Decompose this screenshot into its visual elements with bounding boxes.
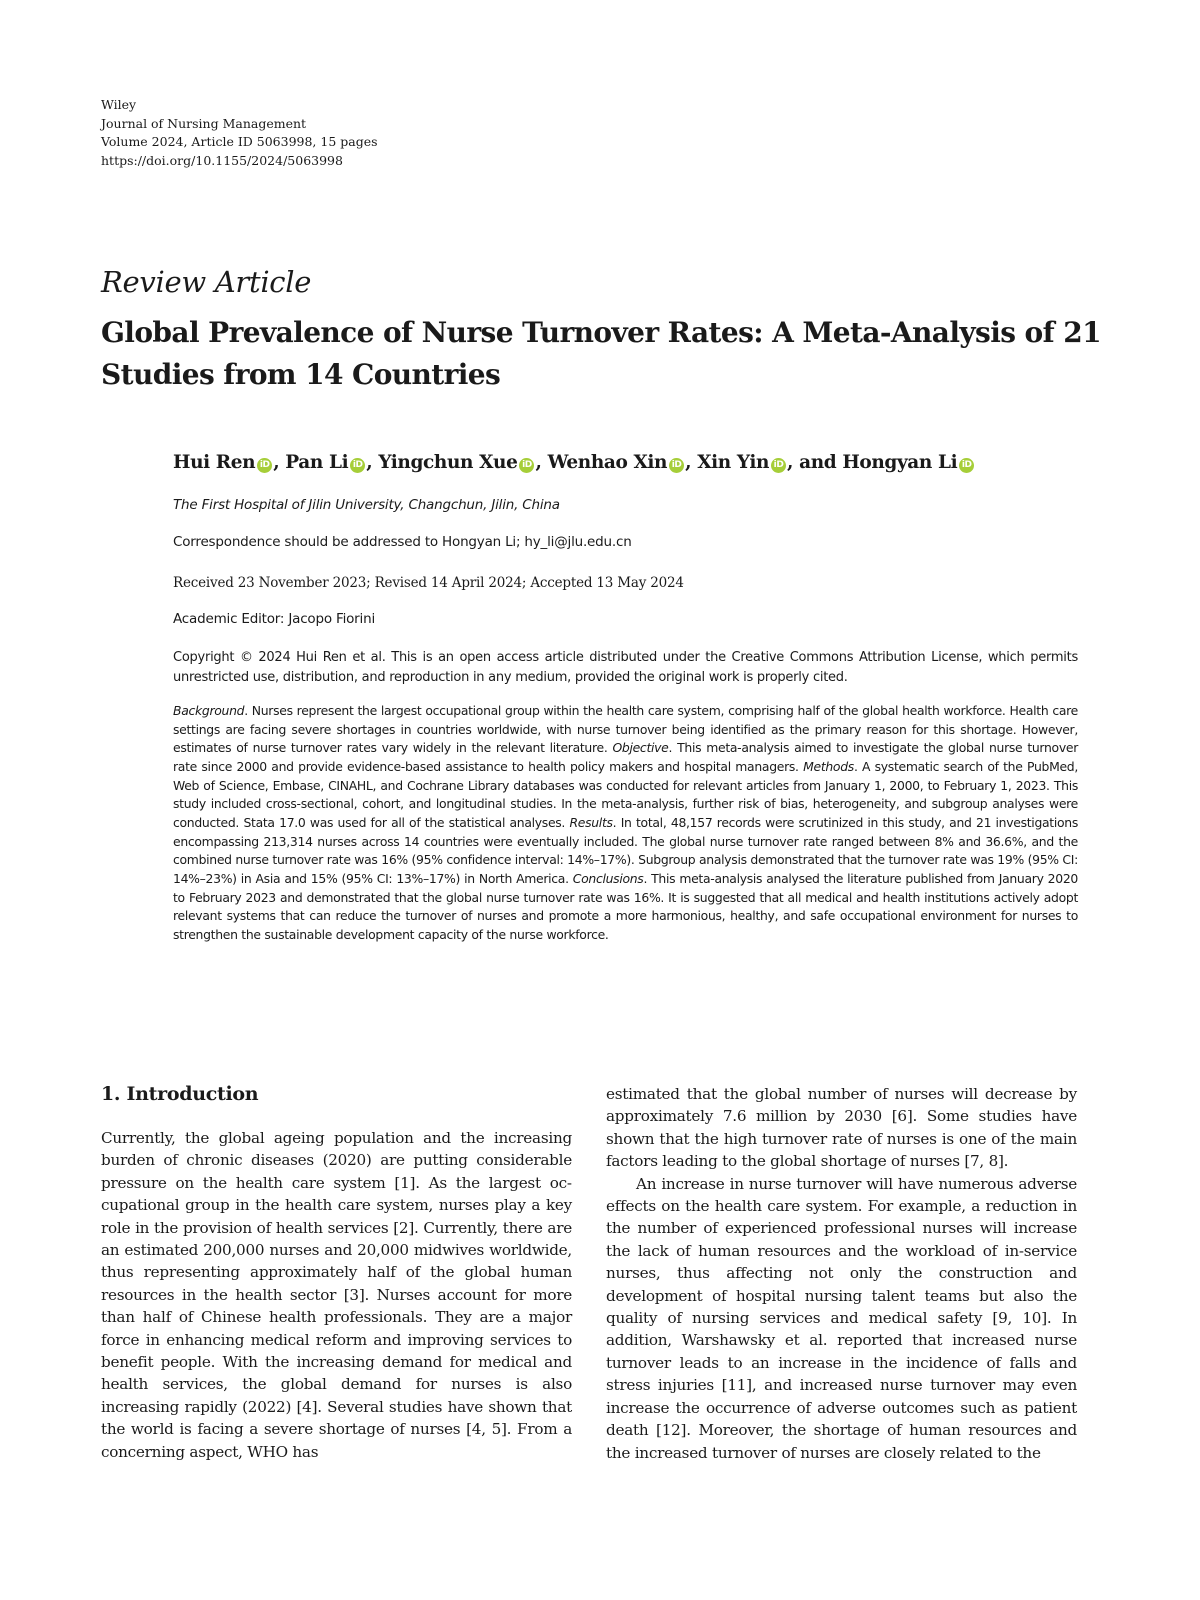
author-name[interactable]: Wenhao Xin bbox=[547, 452, 668, 473]
author-separator: , bbox=[273, 452, 286, 473]
abstract-background: . Nurses represent the largest occupational group within the health care system, comprising half of the global health workforce. Health care settings are facing severe shortages in countries worldwide, with nurse turnover being identified as the primary reason for this shortage. However, estimates of nurse turnover rates vary widely in the relevant literature. bbox=[173, 703, 1078, 756]
author-name[interactable]: Hui Ren bbox=[173, 452, 256, 473]
author-list bbox=[173, 452, 975, 473]
article-type: Review Article bbox=[101, 265, 312, 299]
author-name[interactable]: Xin Yin bbox=[697, 452, 770, 473]
journal-header bbox=[101, 96, 378, 170]
abstract-conclusions: . This meta-analysis analysed the literature published from January 2020 to February 2023 and demonstrated that the global nurse turnover rate was 16%. It is suggested that all medical and health institutions actively adopt relevant systems that can reduce the turnover of nurses and promote a more harmonious, healthy, and safe occupational environment for nurses to strengthen the sustainable development capacity of the nurse workforce. bbox=[173, 870, 1078, 942]
body-paragraph: Currently, the global ageing population and the increasing burden of chronic diseases (2020) are putting considerable pressure on the health care system [1]. As the largest occupational group in the health care system, nurses play a key role in the provision of health services [2]. Currently, there are an estimated 200,000 nurses and 20,000 midwives worldwide, thus representing approximately half of the global human resources in the health sector [3]. Nurses account for more than half of Chinese health professionals. They are a major force in enhancing medical reform and improving services to benefit people. With the increasing demand for medical and health services, the global demand for nurses is also increasing rapidly (2022) [4]. Several studies have shown that the world is facing a severe shortage of nurses [4, 5]. From a concerning aspect, WHO has bbox=[101, 1129, 572, 1461]
author-separator: , bbox=[535, 452, 548, 473]
academic-editor: Academic Editor: Jacopo Fiorini bbox=[173, 611, 375, 627]
abstract-background-label: Background bbox=[173, 703, 245, 718]
doi-link[interactable]: https://doi.org/10.1155/2024/5063998 bbox=[101, 152, 343, 168]
publisher-name: Wiley bbox=[101, 97, 137, 112]
body-column-left bbox=[101, 1127, 572, 1463]
orcid-icon[interactable]: iD bbox=[257, 458, 272, 473]
copyright-notice: Copyright © 2024 Hui Ren et al. This is an open access article distributed under the Creative Commons Attribution License, which permits unrestricted use, distribution, and reproduction in any medium, provided the original work is properly cited. bbox=[173, 650, 1078, 685]
orcid-icon[interactable]: iD bbox=[519, 458, 534, 473]
publication-dates: Received 23 November 2023; Revised 14 April 2024; Accepted 13 May 2024 bbox=[173, 575, 684, 591]
volume-info: Volume 2024, Article ID 5063998, 15 pages bbox=[101, 134, 378, 149]
abstract-results-label: Results bbox=[569, 814, 613, 830]
author-name[interactable]: Yingchun Xue bbox=[378, 452, 518, 473]
body-column-right bbox=[606, 1083, 1077, 1464]
affiliation: The First Hospital of Jilin University, Changchun, Jilin, China bbox=[173, 497, 560, 513]
orcid-icon[interactable]: iD bbox=[771, 458, 786, 473]
author-separator: , bbox=[685, 452, 698, 473]
abstract-methods: . A systematic search of the PubMed, Web of Science, Embase, CINAHL, and Cochrane Library databases was conducted for relevant articles from January 1, 2000, to February 1, 2023. This study included cross-sectional, cohort, and longitudinal studies. In the meta-analysis, further risk of bias, heterogeneity, and subgroup analyses were conducted. Stata 17.0 was used for all of the statistical analyses. bbox=[173, 758, 1078, 830]
abstract-objective: . This meta-analysis aimed to investigate the global nurse turnover rate since 2000 and provide evidence-based assistance to health policy makers and hospital managers. bbox=[173, 740, 1078, 774]
journal-name: Journal of Nursing Management bbox=[101, 115, 307, 131]
section-heading-introduction: 1. Introduction bbox=[101, 1083, 259, 1105]
author-name[interactable]: Pan Li bbox=[285, 452, 349, 473]
correspondence: Correspondence should be addressed to Hongyan Li; hy_li@jlu.edu.cn bbox=[173, 534, 632, 550]
orcid-icon[interactable]: iD bbox=[959, 458, 974, 473]
abstract-methods-label: Methods bbox=[803, 758, 854, 774]
body-paragraph: An increase in nurse turnover will have numerous adverse effects on the health care system. For example, a reduction in the number of experienced professional nurses will increase the lack of human resources and the workload of in-service nurses, thus affecting not only the construction and development of hospital nursing talent teams but also the quality of nursing services and medical safety [9, 10]. In addition, Warshawsky et al. reported that increased nurse turnover leads to an increase in the incidence of falls and stress injuries [11], and increased nurse turnover may even increase the occurrence of adverse outcomes such as patient death [12]. Moreover, the shortage of human resources and the increased turnover of nurses are closely related to the bbox=[606, 1174, 1077, 1462]
abstract-results: . In total, 48,157 records were scrutinized in this study, and 21 investigations encompassing 213,314 nurses across 14 countries were eventually included. The global nurse turnover rate ranged between 8% and 36.6%, and the combined nurse turnover rate was 16% (95% confidence interval: 14%–17%). Subgroup analysis demonstrated that the turnover rate was 19% (95% CI: 14%–23%) in Asia and 15% (95% CI: 13%–17%) in North America. bbox=[173, 814, 1078, 886]
orcid-icon[interactable]: iD bbox=[669, 458, 684, 473]
abstract-objective-label: Objective bbox=[612, 740, 669, 756]
author-name[interactable]: Hongyan Li bbox=[842, 452, 958, 473]
author-separator: , and bbox=[787, 452, 843, 473]
abstract bbox=[173, 702, 1078, 945]
article-title: Global Prevalence of Nurse Turnover Rates: A Meta-Analysis of 21 Studies from 14 Countries bbox=[101, 316, 1101, 391]
orcid-icon[interactable]: iD bbox=[350, 458, 365, 473]
author-separator: , bbox=[366, 452, 379, 473]
body-paragraph: estimated that the global number of nurses will decrease by approximately 7.6 million by 2030 [6]. Some studies have shown that the high turnover rate of nurses is one of the main factors leading to the global shortage of nurses [7, 8]. bbox=[606, 1085, 1077, 1171]
abstract-conclusions-label: Conclusions bbox=[572, 870, 644, 886]
